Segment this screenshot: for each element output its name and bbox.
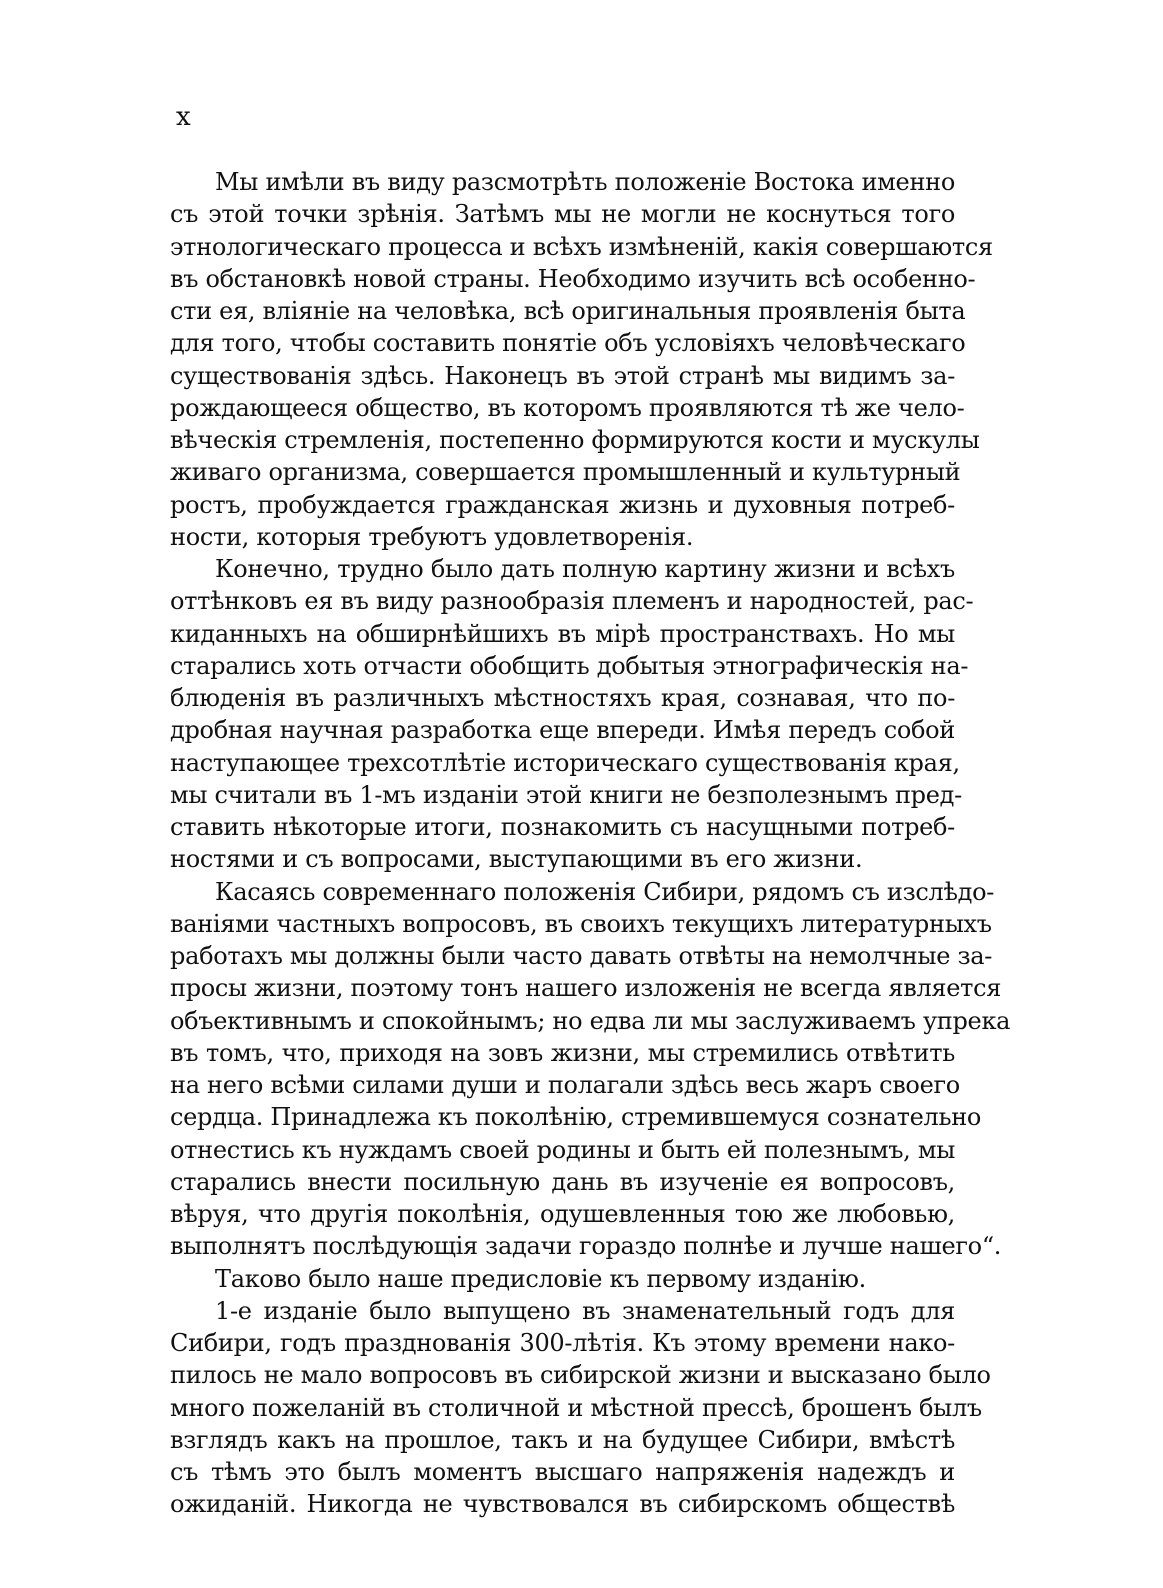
text-line: ваніями частныхъ вопросовъ, въ своихъ текущихъ литературныхъ: [170, 909, 992, 938]
text-line: этнологическаго процесса и всѣхъ измѣненій, какія совершаются: [170, 232, 993, 261]
text-line: на него всѣми силами души и полагали здѣсь весь жаръ своего: [170, 1071, 960, 1099]
text-line: существованія здѣсь. Наконецъ въ этой странѣ мы видимъ за-: [170, 361, 955, 390]
text-line: Мы имѣли въ виду разсмотрѣть положеніе Востока именно: [215, 168, 955, 196]
text-line: отнестись къ нуждамъ своей родины и быть ей полезнымъ, мы: [170, 1135, 955, 1164]
text-line: ожиданій. Никогда не чувствовался въ сибирскомъ обществѣ: [170, 1490, 955, 1519]
text-line: Касаясь современнаго положенія Сибири, рядомъ съ изслѣдо-: [215, 877, 995, 906]
text-line: пилось не мало вопросовъ въ сибирской жизни и высказано было: [170, 1361, 991, 1390]
text-line: объективнымъ и спокойнымъ; но едва ли мы заслуживаемъ упрека: [170, 1006, 1011, 1035]
text-line: вѣруя, что другія поколѣнія, одушевленныя тою же любовью,: [170, 1200, 955, 1228]
text-line: Конечно, трудно было дать полную картину жизни и всѣхъ: [215, 555, 955, 583]
text-line: въ томъ, что, приходя на зовъ жизни, мы стремились отвѣтить: [170, 1038, 955, 1067]
text-line: киданныхъ на обширнѣйшихъ въ мірѣ пространствахъ. Но мы: [170, 619, 955, 648]
page-number: x: [176, 102, 191, 132]
text-line: живаго организма, совершается промышленный и культурный: [170, 458, 961, 487]
text-line: мы считали въ 1-мъ изданіи этой книги не безполезнымъ пред-: [170, 780, 962, 809]
text-line: Сибири, годъ празднованія 300-лѣтія. Къ этому времени нако-: [170, 1329, 955, 1357]
text-line: съ этой точки зрѣнія. Затѣмъ мы не могли не коснуться того: [170, 200, 955, 229]
text-line: работахъ мы должны были часто давать отвѣты на немолчные за-: [170, 942, 993, 970]
text-line: старались хоть отчасти обобщить добытыя этнографическія на-: [170, 651, 969, 680]
text-line: ростъ, пробуждается гражданская жизнь и духовныя потреб-: [170, 490, 955, 519]
text-line: наступающее трехсотлѣтіе историческаго существованія края,: [170, 748, 960, 777]
text-line: старались внести посильную дань въ изученіе ея вопросовъ,: [170, 1167, 955, 1196]
text-line: ностями и съ вопросами, выступающими въ его жизни.: [170, 845, 863, 874]
text-line: съ тѣмъ это былъ моментъ высшаго напряженія надеждъ и: [170, 1458, 955, 1486]
text-line: рождающееся общество, въ которомъ проявляются тѣ же чело-: [170, 393, 965, 422]
text-line: 1-е изданіе было выпущено въ знаменательный годъ для: [215, 1296, 955, 1325]
text-line: для того, чтобы составить понятіе объ условіяхъ человѣческаго: [170, 329, 966, 358]
text-line: просы жизни, поэтому тонъ нашего изложенія не всегда является: [170, 974, 1002, 1003]
text-line: много пожеланій въ столичной и мѣстной прессѣ, брошенъ былъ: [170, 1393, 982, 1422]
text-line: ставить нѣкоторые итоги, познакомить съ насущными потреб-: [170, 813, 955, 841]
text-line: въ обстановкѣ новой страны. Необходимо изучить всѣ особенно-: [170, 264, 976, 293]
text-line: блюденія въ различныхъ мѣстностяхъ края, сознавая, что по-: [170, 684, 955, 712]
text-line: сердца. Принадлежа къ поколѣнію, стремившемуся сознательно: [170, 1103, 982, 1132]
text-line: взглядъ какъ на прошлое, такъ и на будущее Сибири, вмѣстѣ: [170, 1425, 955, 1454]
text-line: выполнятъ послѣдующія задачи гораздо полнѣе и лучше нашего“.: [170, 1232, 1002, 1261]
text-line: вѣческія стремленія, постепенно формируются кости и мускулы: [170, 426, 980, 454]
text-line: дробная научная разработка еще впереди. Имѣя передъ собой: [170, 716, 955, 745]
body-text: [170, 166, 1011, 1521]
text-line: оттѣнковъ ея въ виду разнообразія племенъ и народностей, рас-: [170, 587, 974, 616]
text-line: Таково было наше предисловіе къ первому изданію.: [215, 1264, 866, 1293]
text-line: ности, которыя требуютъ удовлетворенія.: [170, 522, 694, 551]
text-line: сти ея, вліяніе на человѣка, всѣ оригинальныя проявленія быта: [170, 297, 966, 325]
